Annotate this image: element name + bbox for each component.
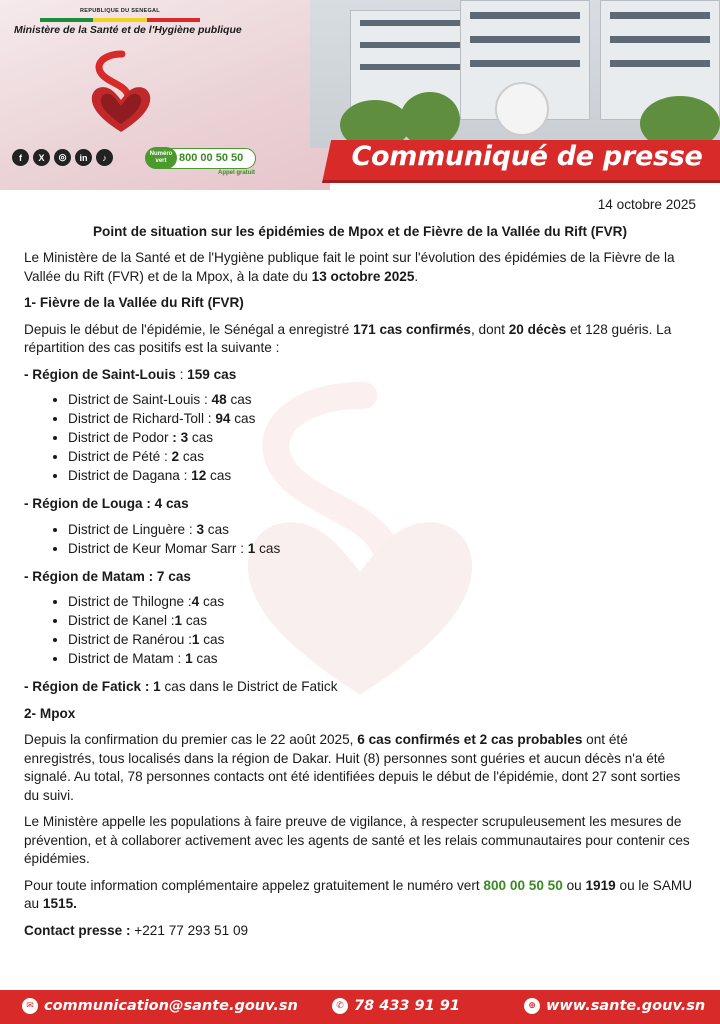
list-item: • District de Thilogne :4 cas [68,592,696,611]
green-number-badge: Numéro vert [145,147,177,169]
list-item: • District de Keur Momar Sarr : 1 cas [68,539,696,558]
document-title: Point de situation sur les épidémies de Mpox et de Fièvre de la Vallée du Rift (FVR) [92,223,628,239]
linkedin-icon[interactable]: in [75,149,92,166]
green-number: 800 00 50 50 [179,152,244,164]
header-left-panel [0,0,330,190]
header [0,0,720,190]
green-number-pill [146,148,256,169]
louga-district-list [24,520,696,558]
section-1-heading: 1- Fièvre de la Vallée du Rift (FVR) [24,295,244,310]
footer [0,990,720,1024]
list-item: • District de Pété : 2 cas [68,447,696,466]
document-body [24,196,696,948]
footer-phone[interactable] [332,998,460,1014]
ministry-name: Ministère de la Santé et de l'Hygiène publique [14,24,242,36]
press-release-banner: Communiqué de presse [351,141,703,172]
list-item: • District de Richard-Toll : 94 cas [68,409,696,428]
facebook-icon[interactable]: f [12,149,29,166]
list-item: • District de Ranérou :1 cas [68,630,696,649]
whatsapp-icon: ✆ [332,998,348,1014]
mpox-paragraph: Depuis la confirmation du premier cas le 22 août 2025, 6 cas confirmés et 2 cas probables ont été enregistrés, tous localisés dans la région de Dakar. Huit (8) personnes sont guéries et aucun décès n'a été signalé. Au total, 78 personnes contacts ont été identifiées depuis le début de l'épidémie, dont 27 sont sorties du suivi. [24,732,681,803]
saint-louis-district-list [24,390,696,485]
social-icons [12,149,113,166]
info-paragraph: Pour toute information complémentaire appelez gratuitement le numéro vert 800 00 50 50 ou 1919 ou le SAMU au 1515. [24,877,693,911]
tiktok-icon[interactable]: ♪ [96,149,113,166]
republic-label: REPUBLIQUE DU SENEGAL [80,8,160,14]
instagram-icon[interactable]: ◎ [54,149,71,166]
x-icon[interactable]: X [33,149,50,166]
list-item: • District de Podor : 3 cas [68,428,696,447]
ministry-building-photo [310,0,720,148]
fvr-summary-paragraph: Depuis le début de l'épidémie, le Sénégal a enregistré 171 cas confirmés, dont 20 décès et 128 guéris. La répartition des cas positifs est la suivante : [24,321,672,355]
region-saint-louis: - Région de Saint-Louis : 159 cas [24,366,237,382]
list-item: • District de Matam : 1 cas [68,649,696,668]
region-matam: - Région de Matam : 7 cas [24,568,191,584]
region-fatick: - Région de Fatick : 1 cas dans le District de Fatick [24,679,338,694]
appeal-paragraph: Le Ministère appelle les populations à faire preuve de vigilance, à respecter scrupuleusement les mesures de prévention, et à collaborer activement avec les agents de santé et les relais communautaires pour contenir ces épidémies. [24,814,690,866]
list-item: • District de Linguère : 3 cas [68,520,696,539]
list-item: • District de Kanel :1 cas [68,611,696,630]
website-link[interactable]: www.sante.gouv.sn [546,998,706,1014]
footer-email[interactable] [22,998,298,1014]
ministry-logo-icon [82,50,160,136]
email-icon: ✉ [22,998,38,1014]
email-link[interactable]: communication@sante.gouv.sn [44,998,298,1014]
intro-paragraph: Le Ministère de la Santé et de l'Hygiène publique fait le point sur l'évolution des épidémies de la Fièvre de la Vallée du Rift (FVR) et de la Mpox, à la date du 13 octobre 2025. [24,250,675,284]
list-item: • District de Saint-Louis : 48 cas [68,390,696,409]
phone-number[interactable]: 78 433 91 91 [354,998,460,1014]
region-louga: - Région de Louga : 4 cas [24,496,189,511]
green-number-subtitle: Appel gratuit [218,170,255,176]
list-item: • District de Dagana : 12 cas [68,466,696,485]
press-contact: Contact presse : +221 77 293 51 09 [24,922,249,938]
senegal-flag [40,18,200,22]
section-2-heading: 2- Mpox [24,705,76,721]
footer-website[interactable] [524,998,705,1014]
date: 14 octobre 2025 [597,197,696,212]
globe-icon: ⊕ [524,998,540,1014]
matam-district-list [24,592,696,668]
